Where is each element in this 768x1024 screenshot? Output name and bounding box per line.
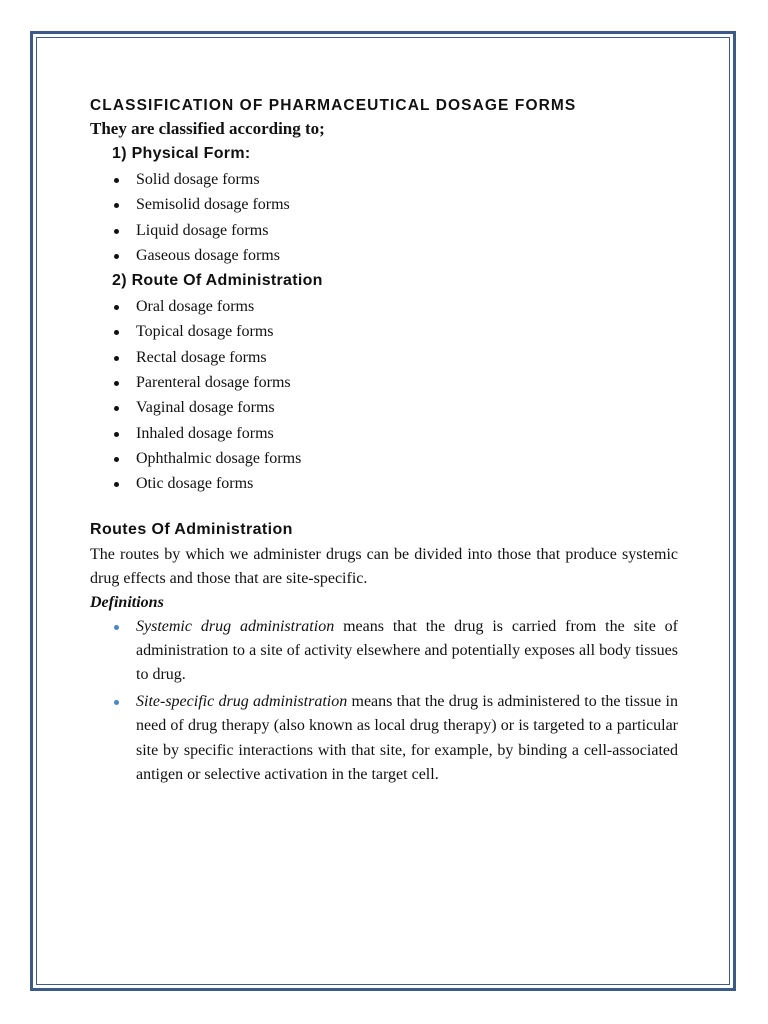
physical-form-heading: 1) Physical Form:: [112, 145, 251, 162]
definition-text: means that the drug is administered to the tissue in need of drug therapy (also known as local drug therapy) or is targeted to a particular site by specific interactions with that site, for example, by binding a cell-associated antigen or selective activation in the target cell.: [136, 692, 678, 783]
intro-line: They are classified according to;: [90, 119, 325, 138]
route-of-administration-heading: 2) Route Of Administration: [112, 272, 323, 290]
definitions-list: [90, 615, 678, 788]
list-item: Parenteral dosage forms: [90, 370, 678, 395]
definition-term: Site-specific drug administration: [136, 692, 348, 710]
definition-item: [90, 615, 678, 688]
list-item: Rectal dosage forms: [90, 345, 678, 370]
list-item: Gaseous dosage forms: [90, 243, 678, 268]
list-item: Ophthalmic dosage forms: [90, 446, 678, 471]
routes-section-heading: Routes Of Administration: [90, 520, 293, 538]
list-item: Semisolid dosage forms: [90, 192, 678, 217]
definition-term: Systemic drug administration: [136, 617, 335, 635]
list-item: Vaginal dosage forms: [90, 395, 678, 420]
list-item: Oral dosage forms: [90, 294, 678, 319]
list-item: Solid dosage forms: [90, 167, 678, 192]
definition-text: means that the drug is carried from the site of administration to a site of activity elsewhere and potentially exposes all body tissues to drug.: [136, 617, 679, 684]
document-content: [90, 95, 678, 789]
list-item: Inhaled dosage forms: [90, 421, 678, 446]
definition-item: [90, 690, 678, 788]
document-title: CLASSIFICATION OF PHARMACEUTICAL DOSAGE FORMS: [90, 97, 577, 114]
list-item: Topical dosage forms: [90, 319, 678, 344]
routes-paragraph: The routes by which we administer drugs can be divided into those that produce systemic drug effects and those that are site-specific.: [90, 545, 678, 587]
route-list: [90, 294, 678, 496]
definitions-label: Definitions: [90, 593, 164, 611]
physical-form-list: [90, 167, 678, 268]
list-item: Otic dosage forms: [90, 471, 678, 496]
list-item: Liquid dosage forms: [90, 218, 678, 243]
